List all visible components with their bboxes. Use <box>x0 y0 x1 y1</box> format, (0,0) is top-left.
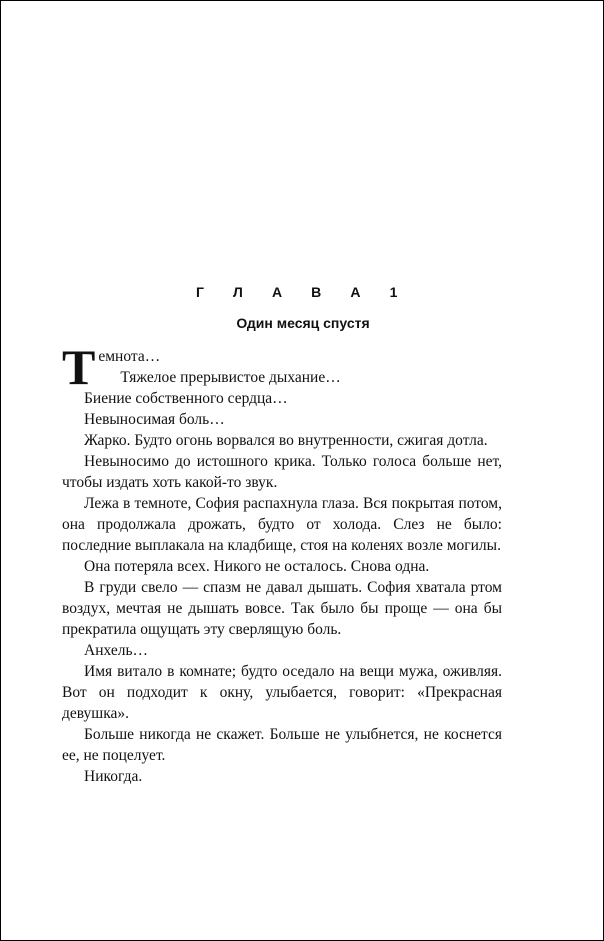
paragraph: Тяжелое прерывистое дыхание… <box>120 369 341 386</box>
paragraph: Она потеряла всех. Никого не осталось. Снова одна. <box>84 558 430 575</box>
paragraph: Никогда. <box>84 768 143 785</box>
paragraph: Лежа в темноте, София распахнула глаза. Вся покрытая потом, она продолжала дрожать, будто от холода. Слез не было: последние выплакала на кладбище, стоя на коленях возле могилы. <box>62 495 502 554</box>
chapter-subtitle: Один месяц спустя <box>236 315 370 331</box>
chapter-heading: Г Л А В А 1 <box>196 284 410 300</box>
paragraph: Анхель… <box>84 642 149 659</box>
paragraph: Имя витало в комнате; будто оседало на вещи мужа, оживляя. Вот он подходит к окну, улыбается, говорит: «Прекрасная девушка». <box>62 663 502 722</box>
paragraph: Биение собственного сердца… <box>84 390 288 407</box>
paragraph: Невыносимая боль… <box>84 411 225 428</box>
paragraph: Больше никогда не скажет. Больше не улыбнется, не коснется ее, не поцелует. <box>62 726 502 764</box>
paragraph: В груди свело — спазм не давал дышать. София хватала ртом воздух, мечтая не дышать вовсе. Так было бы проще — она бы прекратила ощущать эту сверлящую боль. <box>62 579 502 638</box>
chapter-body <box>62 339 502 787</box>
paragraph: Невыносимо до истошного крика. Только голоса больше нет, чтобы издать хоть какой-то звук. <box>62 453 502 491</box>
paragraph: Жарко. Будто огонь ворвался во внутренности, сжигая дотла. <box>84 432 488 449</box>
opening-line: емнота… <box>98 348 161 365</box>
drop-cap: Т <box>62 339 96 395</box>
